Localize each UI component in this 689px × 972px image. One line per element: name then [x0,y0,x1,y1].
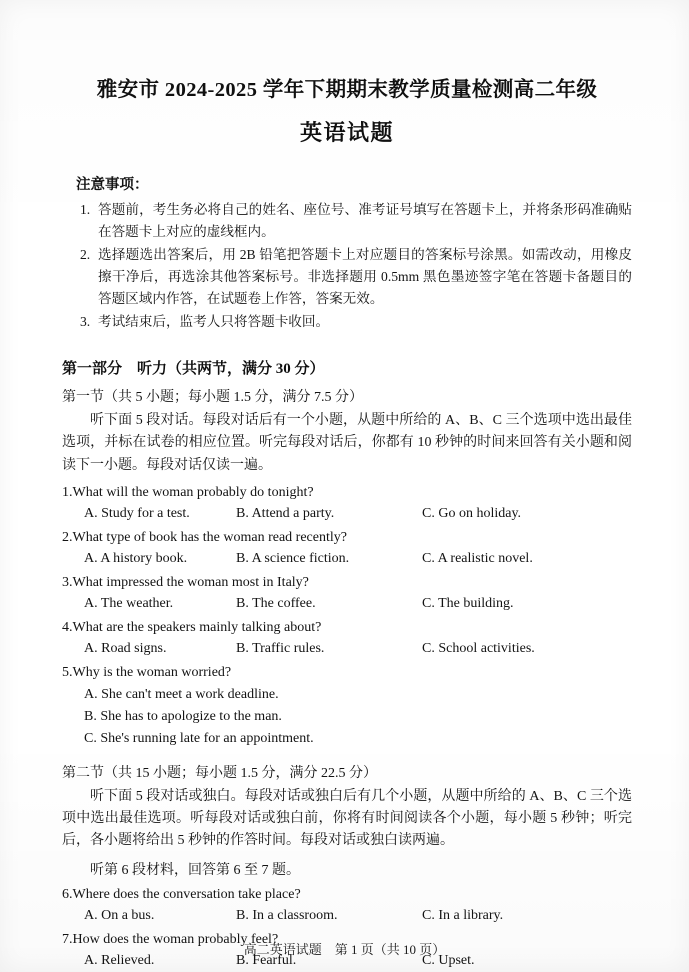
question-3 [62,574,632,593]
option-c[interactable]: C. Upset. [422,952,475,968]
question-text: How does the woman probably feel? [72,931,279,947]
option-c[interactable]: C. School activities. [422,640,535,656]
option-a[interactable]: A. Study for a test. [84,506,190,522]
question-number: 3. [62,575,73,591]
question-4 [62,619,632,638]
option-a[interactable]: A. The weather. [84,595,174,611]
option-b[interactable]: B. Fearful. [236,952,297,968]
section-two-instruction: 听下面 5 段对话或独白。每段对话或独白后有几个小题，从题中所给的 A、B、C 三个选项中选出最佳选项。听每段对话或独白前，你将有时间阅读各个小题，每小题 5 秒钟；听完后，各小题将给出 5 秒钟的作答时间。每段对话或独白读两遍。 [62,788,632,849]
list-item [80,199,632,243]
question-4-options [62,641,632,657]
page-title: 雅安市 2024-2025 学年下期期末教学质量检测高二年级 [96,79,598,101]
option-b[interactable]: B. The coffee. [236,595,316,611]
question-text: What will the woman probably do tonight? [72,485,314,501]
question-text: What type of book has the woman read recently? [72,530,347,546]
notice-number: 3. [80,314,91,330]
option-a[interactable]: A. Road signs. [84,640,167,656]
question-number: 1. [62,485,73,501]
option-b[interactable]: B. She has to apologize to the man. [84,709,282,725]
option-a[interactable]: A. On a bus. [84,907,155,923]
option-a[interactable]: A. Relieved. [84,952,155,968]
page-content [62,0,632,969]
question-number: 4. [62,619,73,635]
question-1 [62,484,632,503]
part-one-heading: 第一部分 听力（共两节，满分 30 分） [62,361,325,378]
option-b[interactable]: B. A science fiction. [236,551,350,567]
question-number: 6. [62,886,73,902]
page-footer: 高二英语试题 第 1 页（共 10 页） [243,942,446,957]
option-c[interactable]: C. In a library. [422,907,504,923]
list-item [80,311,632,333]
question-2-options [62,551,632,567]
question-text: What impressed the woman most in Italy? [72,575,309,591]
notice-heading: 注意事项： [76,177,149,193]
notice-list [80,199,632,333]
material-six-note: 听第 6 段材料，回答第 6 至 7 题。 [90,862,300,878]
notice-number: 2. [80,247,91,263]
option-a[interactable]: A. A history book. [84,551,188,567]
notice-text: 答题前，考生务必将自己的姓名、座位号、准考证号填写在答题卡上，并将条形码准确贴在答题卡上对应的虚线框内。 [98,202,632,240]
question-number: 2. [62,530,73,546]
question-6-options [62,908,632,924]
question-text: Where does the conversation take place? [72,886,301,902]
question-number: 7. [62,931,73,947]
option-c[interactable]: C. Go on holiday. [422,506,522,522]
option-c[interactable]: C. A realistic novel. [422,551,533,567]
section-one-heading: 第一节（共 5 小题；每小题 1.5 分，满分 7.5 分） [62,390,363,406]
option-c[interactable]: C. The building. [422,595,514,611]
question-text: What are the speakers mainly talking about? [72,619,322,635]
option-a[interactable]: A. She can't meet a work deadline. [84,686,279,702]
question-1-options [62,506,632,522]
question-5-options [62,685,632,750]
question-2 [62,529,632,548]
question-6 [62,886,632,905]
notice-number: 1. [80,202,91,217]
option-c[interactable]: C. She's running late for an appointment. [84,731,314,747]
section-one-instruction: 听下面 5 段对话。每段对话后有一个小题，从题中所给的 A、B、C 三个选项中选出最佳选项，并标在试卷的相应位置。听完每段对话后，你都有 10 秒钟的时间来回答有关小题和阅读下一小题。每段对话仅读一遍。 [62,413,632,473]
question-5 [62,664,632,683]
question-text: Why is the woman worried? [72,664,232,680]
option-b[interactable]: B. Attend a party. [236,506,335,522]
subject-title: 英语试题 [299,120,394,145]
notice-text: 选择题选出答案后，用 2B 铅笔把答题卡上对应题目的答案标号涂黑。如需改动，用橡皮擦干净后，再选涂其他答案标号。非选择题用 0.5mm 黑色墨迹签字笔在答题卡备题目的答题区域内作答，在试题卷上作答，答案无效。 [98,247,632,307]
question-3-options [62,596,632,612]
list-item [80,244,632,310]
option-b[interactable]: B. In a classroom. [236,907,338,923]
option-b[interactable]: B. Traffic rules. [236,640,325,656]
section-two-heading: 第二节（共 15 小题；每小题 1.5 分，满分 22.5 分） [62,765,377,781]
notice-text: 考试结束后，监考人只将答题卡收回。 [98,314,330,330]
question-number: 5. [62,664,73,680]
